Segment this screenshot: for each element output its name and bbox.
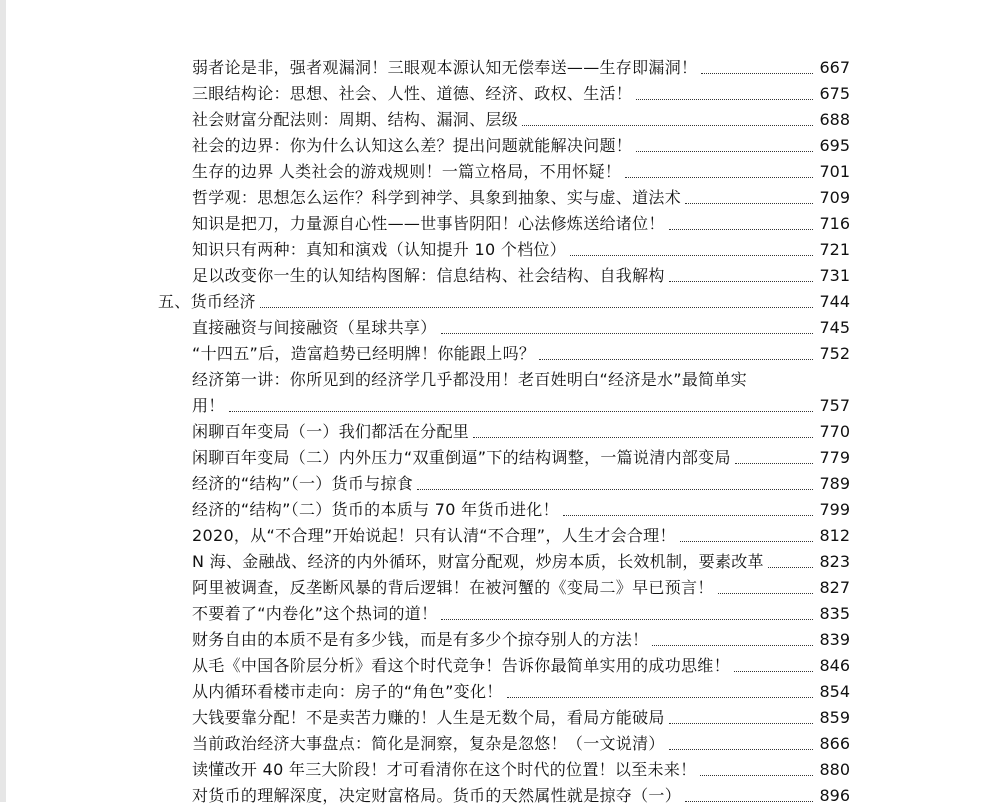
toc-leader [669, 723, 813, 724]
toc-leader [636, 151, 813, 152]
toc-entry-title: 知识是把刀，力量源自心性——世事皆阴阳！心法修炼送给诸位！ [192, 214, 665, 233]
toc-entry-title: 经济的“结构”（二）货币的本质与 70 年货币进化！ [192, 500, 559, 519]
toc-entry-title: 不要着了“内卷化”这个热词的道！ [192, 604, 438, 623]
toc-entry[interactable] [0, 80, 984, 106]
toc-entry-title: 2020，从“不合理”开始说起！只有认清“不合理”，人生才会合理！ [192, 526, 676, 545]
toc-page-number: 688 [819, 110, 850, 129]
toc-leader [680, 541, 813, 542]
toc-entry-title: 对货币的理解深度，决定财富格局。货币的天然属性就是掠夺（一） [192, 786, 682, 805]
toc-entry[interactable] [0, 210, 984, 236]
toc-entry-title: 弱者论是非，强者观漏洞！三眼观本源认知无偿奉送——生存即漏洞！ [192, 58, 698, 77]
toc-entry-title: 从毛《中国各阶层分析》看这个时代竞争！告诉你最简单实用的成功思维！ [192, 656, 730, 675]
toc-entry[interactable] [0, 314, 984, 340]
toc-entry[interactable] [0, 756, 984, 782]
toc-leader [700, 775, 813, 776]
toc-entry[interactable] [0, 132, 984, 158]
toc-page-number: 709 [819, 188, 850, 207]
toc-leader [735, 463, 813, 464]
toc-entry-title: 闲聊百年变局（一）我们都活在分配里 [192, 422, 470, 441]
toc-entry-title: 社会的边界：你为什么认知这么差？提出问题就能解决问题！ [192, 136, 633, 155]
toc-leader [229, 411, 813, 412]
toc-leader [768, 567, 813, 568]
toc-entry[interactable] [0, 470, 984, 496]
toc-section-title: 五、货币经济 [158, 292, 256, 311]
toc-page-number: 752 [819, 344, 850, 363]
toc-page-number: 846 [819, 656, 850, 675]
toc-page-number: 896 [819, 786, 850, 805]
toc-leader [260, 307, 813, 308]
toc-entry[interactable] [0, 782, 984, 808]
toc-entry-title: 知识只有两种：真知和演戏（认知提升 10 个档位） [192, 240, 567, 259]
toc-page-number: 695 [819, 136, 850, 155]
toc-entry[interactable] [0, 600, 984, 626]
toc-entry[interactable] [0, 574, 984, 600]
toc-entry-title: 直接融资与间接融资（星球共享） [192, 318, 437, 337]
toc-leader [685, 203, 813, 204]
toc-entry[interactable] [0, 730, 984, 756]
toc-entry[interactable] [0, 522, 984, 548]
toc-page-number: 716 [819, 214, 850, 233]
toc-leader [734, 671, 813, 672]
toc-page-number: 799 [819, 500, 850, 519]
toc-leader [563, 515, 813, 516]
toc-leader [625, 177, 813, 178]
toc-page-number: 859 [819, 708, 850, 727]
toc-entry-title: 经济的“结构”（一）货币与掠食 [192, 474, 414, 493]
toc-page-number: 721 [819, 240, 850, 259]
toc-entry[interactable] [0, 340, 984, 366]
toc-entry[interactable] [0, 418, 984, 444]
toc-page-number: 880 [819, 760, 850, 779]
toc-entry-title-continued: 用！ [192, 396, 225, 415]
toc-leader [441, 619, 813, 620]
toc-page-number: 835 [819, 604, 850, 623]
toc-entry-title: 财务自由的本质不是有多少钱，而是有多少个掠夺别人的方法！ [192, 630, 649, 649]
toc-page-number: 789 [819, 474, 850, 493]
toc-leader [669, 749, 813, 750]
toc-entry-title: 社会财富分配法则：周期、结构、漏洞、层级 [192, 110, 519, 129]
toc-leader [652, 645, 813, 646]
toc-entry[interactable] [0, 704, 984, 730]
toc-entry[interactable] [0, 652, 984, 678]
toc-page-number: 667 [819, 58, 850, 77]
toc-page-number: 770 [819, 422, 850, 441]
table-of-contents [0, 54, 984, 808]
toc-entry-title: 三眼结构论：思想、社会、人性、道德、经济、政权、生活！ [192, 84, 633, 103]
toc-leader [718, 593, 813, 594]
toc-entry-title: 闲聊百年变局（二）内外压力“双重倒逼”下的结构调整，一篇说清内部变局 [192, 448, 731, 467]
toc-entry[interactable] [0, 184, 984, 210]
toc-leader [701, 73, 813, 74]
toc-page-number: 854 [819, 682, 850, 701]
toc-page-number: 745 [819, 318, 850, 337]
toc-entry-title: 阿里被调查，反垄断风暴的背后逻辑！在被河蟹的《变局二》早已预言！ [192, 578, 714, 597]
toc-entry-title: N 海、金融战、经济的内外循环，财富分配观，炒房本质，长效机制，要素改革 [192, 552, 764, 571]
toc-page-number: 827 [819, 578, 850, 597]
toc-page-number: 779 [819, 448, 850, 467]
toc-entry[interactable] [0, 548, 984, 574]
toc-page-number: 812 [819, 526, 850, 545]
toc-entry-title: 生存的边界 人类社会的游戏规则！一篇立格局，不用怀疑！ [192, 162, 622, 181]
toc-leader [417, 489, 813, 490]
toc-leader [522, 125, 813, 126]
toc-entry-title: 当前政治经济大事盘点：简化是洞察，复杂是忽悠！（一文说清） [192, 734, 665, 753]
toc-leader [507, 697, 813, 698]
toc-entry-title: 大钱要靠分配！不是卖苦力赚的！人生是无数个局，看局方能破局 [192, 708, 665, 727]
toc-entry[interactable] [0, 678, 984, 704]
toc-entry[interactable] [0, 444, 984, 470]
toc-leader [669, 229, 813, 230]
toc-leader [539, 359, 813, 360]
toc-entry[interactable] [0, 106, 984, 132]
toc-page-number: 823 [819, 552, 850, 571]
toc-page-number: 731 [819, 266, 850, 285]
toc-page-number: 866 [819, 734, 850, 753]
toc-entry-title: “十四五”后，造富趋势已经明牌！你能跟上吗？ [192, 344, 536, 363]
toc-page-number: 701 [819, 162, 850, 181]
toc-leader [669, 281, 813, 282]
toc-entry-title: 从内循环看楼市走向：房子的“角色”变化！ [192, 682, 503, 701]
toc-entry-title: 哲学观：思想怎么运作？科学到神学、具象到抽象、实与虚、道法术 [192, 188, 682, 207]
toc-section-heading[interactable] [0, 288, 984, 314]
toc-page-number: 757 [819, 396, 850, 415]
toc-entry[interactable] [0, 54, 984, 80]
toc-page-number: 744 [819, 292, 850, 311]
toc-entry-continuation[interactable] [0, 392, 984, 418]
toc-leader [636, 99, 813, 100]
toc-entry-first-line[interactable] [0, 366, 984, 392]
toc-entry[interactable] [0, 158, 984, 184]
toc-entry[interactable] [0, 262, 984, 288]
toc-leader [570, 255, 813, 256]
toc-page-number: 675 [819, 84, 850, 103]
toc-entry[interactable] [0, 626, 984, 652]
toc-leader [441, 333, 813, 334]
toc-entry[interactable] [0, 236, 984, 262]
toc-entry-title: 足以改变你一生的认知结构图解：信息结构、社会结构、自我解构 [192, 266, 665, 285]
toc-entry-title: 经济第一讲：你所见到的经济学几乎都没用！老百姓明白“经济是水”最简单实 [192, 370, 748, 389]
toc-entry-title: 读懂改开 40 年三大阶段！才可看清你在这个时代的位置！以至未来！ [192, 760, 697, 779]
toc-entry[interactable] [0, 496, 984, 522]
toc-page-number: 839 [819, 630, 850, 649]
toc-leader [473, 437, 813, 438]
